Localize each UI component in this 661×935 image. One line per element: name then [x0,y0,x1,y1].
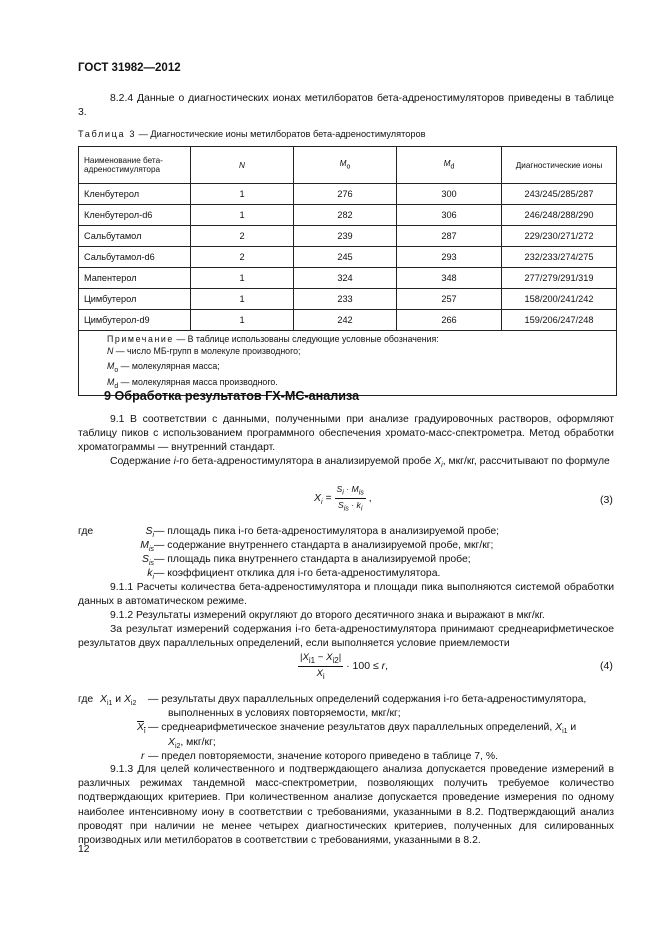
legend-3 [78,525,618,581]
th-n: N [191,147,294,184]
table-cell: 1 [191,184,294,205]
cell-compound: Сальбутамол [79,226,191,247]
table3-note [79,331,617,396]
paragraph-9-1-3: 9.1.3 Для целей количественного и подтверждающего анализа допускается проведение измерений в различных режимах тандемной масс-спектрометрии, позволяющих получить требуемое количество подтверждающих критериев. При количественном анализе допускается проведение измерения по одному наиболее интенсивному иону в соответствии с требованиями, указанными в 8.2. Подтверждающий анализ проводят при наличии не менее четырех диагностических критериев, полученных для силированных производных или метилборатов в соответствии с требованиями, указанными в 8.2. [78,764,614,847]
table3-note-row [79,331,617,396]
note-label: Примечание [107,334,174,344]
legend-line: где $S_i$ — площадь пика i-го бета-адреностимулятора в анализируемой пробе; [78,526,499,540]
table-cell: 239 [294,226,397,247]
table-cell: 1 [191,289,294,310]
th-mo: $M_o$ [294,147,397,184]
legend-line: $S_{is}$ — площадь пика внутреннего стандарта в анализируемой пробе; [142,554,471,568]
table-cell: 159/206/247/248 [502,310,617,331]
page-number: 12 [78,844,90,855]
table-cell: 245 [294,247,397,268]
th-name: Наименование бета-адреностимулятора [79,147,191,184]
cell-compound: Сальбутамол-d6 [79,247,191,268]
paragraph-content-formula: Содержание i-го бета-адреностимулятора в анализируемой пробе $X_i$, мкг/кг, рассчитывают по формуле [110,456,610,470]
th-md: $M_d$ [397,147,502,184]
formula-3: $X_i$ = $\frac{S_i \cdot M_{is}}{S_{is} \cdot k_i}$ , [314,484,372,513]
table-cell: 257 [397,289,502,310]
paragraph-9-1-2: 9.1.2 Результаты измерений округляют до второго десятичного знака и выражают в мкг/кг. [110,610,545,621]
cell-compound: Кленбутерол [79,184,191,205]
table-row [79,205,617,226]
table-cell: 233 [294,289,397,310]
table-cell: 2 [191,226,294,247]
table3 [78,146,617,396]
table-cell: 158/200/241/242 [502,289,617,310]
table-cell: 2 [191,247,294,268]
note-line: $M_d$ — молекулярная масса производного. [107,376,278,390]
table-row [79,247,617,268]
paragraph-result: За результат измерений содержания i-го бета-адреностимулятора принимают среднеарифметическое результатов двух параллельных определений, если выполняется условие приемлемости [78,624,614,650]
table-cell: 276 [294,184,397,205]
table3-header-row [79,147,617,184]
cell-compound: Цимбутерол [79,289,191,310]
standard-header: ГОСТ 31982—2012 [78,62,181,74]
table-cell: 242 [294,310,397,331]
table-cell: 287 [397,226,502,247]
paragraph-9-1: 9.1 В соответствии с данными, полученными при анализе градуировочных растворов, оформляют таблицу пиков с использованием программного обеспечения хромато-масс-спектрометра. Метод обработки хроматограммы — внутренний стандарт. [78,414,614,454]
table-cell: 324 [294,268,397,289]
table-row [79,289,617,310]
note-line: N — число МБ-групп в молекуле производного; [107,345,301,356]
equation-3-number: (3) [600,494,613,506]
table-cell: 1 [191,268,294,289]
table-cell: 348 [397,268,502,289]
intro-paragraph: 8.2.4 Данные о диагностических ионах метилборатов бета-адреностимуляторов приведены в таблице 3. [78,93,614,119]
table-cell: 232/233/274/275 [502,247,617,268]
table-cell: 293 [397,247,502,268]
table-cell: 282 [294,205,397,226]
note-line: $M_o$ — молекулярная масса; [107,361,220,375]
table-row [79,268,617,289]
paragraph-9-1-1: 9.1.1 Расчеты количества бета-адреностимулятора и площади пика выполняются системой обработки данных в автоматическом режиме. [78,582,614,608]
table-row [79,226,617,247]
table-cell: 1 [191,205,294,226]
equation-4-number: (4) [600,660,613,672]
table-cell: 243/245/285/287 [502,184,617,205]
legend-line: $M_{is}$ — содержание внутреннего стандарта в анализируемой пробе, мкг/кг; [140,540,494,554]
table-cell: 277/279/291/319 [502,268,617,289]
table-cell: 306 [397,205,502,226]
table-cell: 266 [397,310,502,331]
section-9-title: 9 Обработка результатов ГХ-МС-анализа [104,389,360,403]
table3-caption-text: — Диагностические ионы метилборатов бета-адреностимуляторов [136,129,426,139]
formula-4: $\frac{|X_{i1} - X_{i2}|}{X_i}$ · 100 ≤ r, [300,652,389,681]
legend-4: где $X_{i1}$ и $X_{i2}$ — результаты двух параллельных определений содержания i-го бета-адреностимулятора, выполненных в условиях повторяемости, мкг/кг; $X_i$ — среднеарифметическое значение результатов двух параллельных определений, $X_{i1}$ и $X_{i2}$, мкг/кг; r — предел повторяемости, значение которого приведено в таблице 7, %. [78,694,587,762]
table-row [79,184,617,205]
table3-caption-label: Таблица 3 [78,129,137,139]
table-cell: 229/230/271/272 [502,226,617,247]
legend-line: $k_i$ — коэффициент отклика для i-го бета-адреностимулятора. [147,568,441,582]
note-text: — В таблице использованы следующие условные обозначения: [173,334,439,344]
table-cell: 300 [397,184,502,205]
table-row [79,310,617,331]
table-cell: 1 [191,310,294,331]
table3-caption [78,129,425,139]
th-ions: Диагностические ионы [502,147,617,184]
cell-compound: Мапентерол [79,268,191,289]
table-cell: 246/248/288/290 [502,205,617,226]
cell-compound: Цимбутерол-d9 [79,310,191,331]
cell-compound: Кленбутерол-d6 [79,205,191,226]
